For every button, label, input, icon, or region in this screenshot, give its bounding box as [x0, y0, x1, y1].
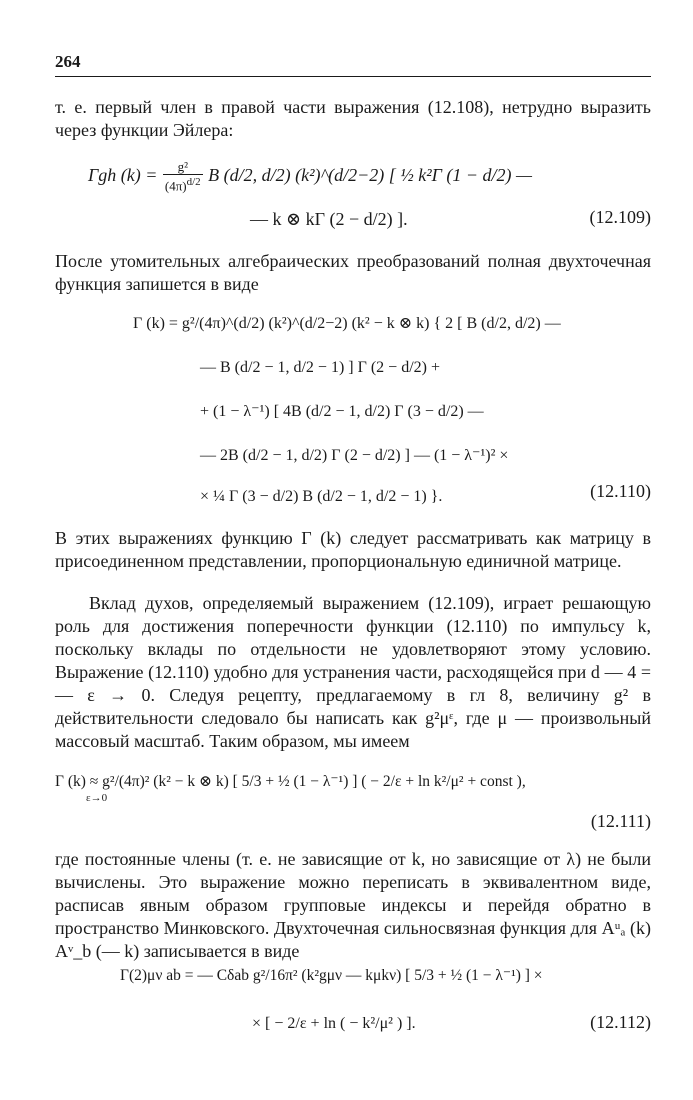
equation-12-110-line-2: — B (d/2 − 1, d/2 − 1) ] Γ (2 − d/2) +	[200, 359, 440, 376]
eq109-rhs: B (d/2, d/2) (k²)^(d/2−2) [ ½ k²Γ (1 − d/2) —	[208, 164, 533, 185]
equation-12-112-line-1: Γ(2)μν ab = — Cδab g²/16π² (k²gμν — kμkν) [ 5/3 + ½ (1 − λ⁻¹) ] ×	[120, 967, 543, 984]
equation-12-110-line-1: Γ (k) = g²/(4π)^(d/2) (k²)^(d/2−2) (k² − k ⊗ k) { 2 [ B (d/2, d/2) —	[133, 315, 561, 332]
header-rule	[55, 76, 651, 77]
paragraph-1: т. е. первый член в правой части выражения (12.108), нетрудно выразить через функции Эйлера:	[55, 97, 651, 140]
equation-12-110-line-5: × ¼ Γ (3 − d/2) B (d/2 − 1, d/2 − 1) }.	[200, 488, 443, 505]
paragraph-5: где постоянные члены (т. е. не зависящие от k, но зависящие от λ) не были вычислены. Это выражение можно переписать в эквивалентном виде, расписав явным образом групповые индексы и перейдя обратно в пространство Минковского. Двухточечная сильносвязная функция для Aᵘₐ (k) Aᵛ_b (— k) записывается в виде	[55, 849, 651, 961]
page-number: 264	[55, 52, 81, 71]
equation-12-111-number: (12.111)	[590, 811, 651, 831]
equation-12-109-number: (12.109)	[589, 207, 651, 227]
equation-12-112-number: (12.112)	[590, 1012, 651, 1032]
paragraph-2: После утомительных алгебраических преобразований полная двухточечная функция запишется в виде	[55, 251, 651, 294]
eq109-lhs: Γgh (k) =	[88, 164, 158, 185]
eq109-fraction: $\frac{\text{g²}}{(4\pi)^{d/2}}$	[164, 159, 201, 194]
equation-12-110-line-4: — 2B (d/2 − 1, d/2) Γ (2 − d/2) ] — (1 − λ⁻¹)² ×	[200, 447, 509, 464]
equation-12-111-line-1: Γ (k) ≈ g²/(4π)² (k² − k ⊗ k) [ 5/3 + ½ (1 − λ⁻¹) ] ( − 2/ε + ln k²/μ² + const ),	[55, 773, 526, 790]
equation-12-109-line-1	[88, 160, 532, 193]
paragraph-3: В этих выражениях функцию Γ (k) следует рассматривать как матрицу в присоединенном представлении, пропорциональную единичной матрице.	[55, 528, 651, 571]
equation-12-110-number: (12.110)	[590, 481, 651, 501]
equation-12-110-line-3: + (1 − λ⁻¹) [ 4B (d/2 − 1, d/2) Γ (3 − d/2) —	[200, 403, 484, 420]
paragraph-4: Вклад духов, определяемый выражением (12.109), играет решающую роль для достижения поперечности функции (12.110) по импульсу k, поскольку вклады по отдельности не удовлетворяют этому условию. Выражение (12.110) удобно для устранения части, расходящейся при d — 4 = — ε → 0. Следуя рецепту, предлагаемому в гл 8, величину g² в действительности следовало бы написать как g²μᵋ, где μ — произвольный массовый масштаб. Таким образом, мы имеем	[55, 593, 651, 751]
equation-12-109-line-2: — k ⊗ kΓ (2 − d/2) ].	[250, 209, 408, 229]
equation-12-112-line-2: × [ − 2/ε + ln ( − k²/μ² ) ].	[252, 1015, 416, 1032]
equation-12-111-limit: ε→0	[86, 792, 108, 804]
